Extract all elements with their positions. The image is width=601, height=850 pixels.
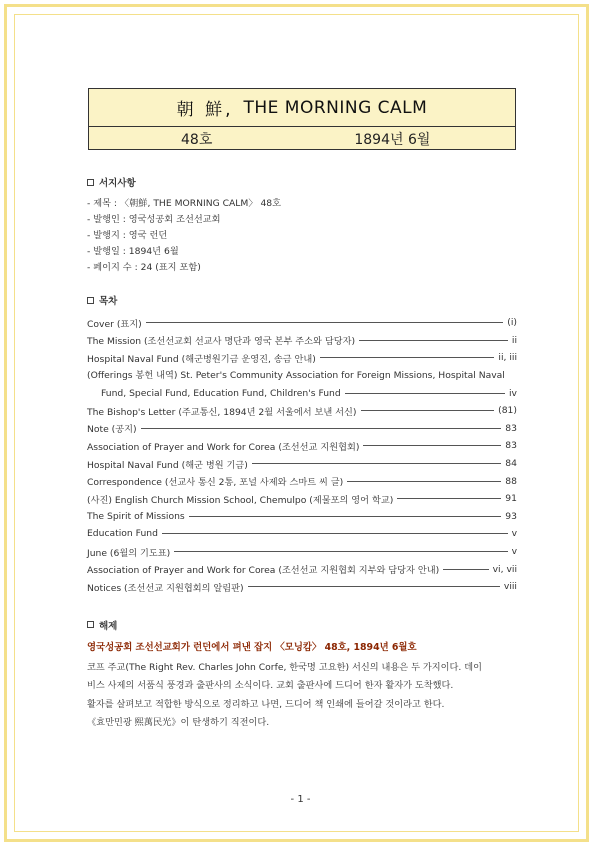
toc-heading — [87, 293, 517, 307]
bibliography-line: - 제목 : 〈朝鮮, THE MORNING CALM〉 48호 — [87, 198, 282, 209]
toc-leader-line — [359, 340, 508, 341]
toc-leader-line — [320, 357, 495, 358]
toc-entry-page: viii — [503, 581, 517, 593]
toc-entry-title: Cover (표지) — [87, 318, 142, 330]
toc-entry — [87, 508, 517, 526]
toc-entry-page: 88 — [505, 475, 517, 487]
toc-leader-line — [141, 428, 502, 429]
bibliography-line: - 페이지 수 : 24 (표지 포함) — [87, 262, 201, 273]
commentary-body — [87, 659, 517, 733]
bibliography-heading-text: 서지사항 — [99, 178, 136, 189]
issue-date: 1894년 6월 — [354, 131, 431, 148]
toc-leader-line — [443, 569, 488, 570]
toc-leader-line — [397, 498, 501, 499]
toc-entry-title: Association of Prayer and Work for Corea (조선선교 지원협회 지부와 담당자 안내) — [87, 565, 440, 577]
toc-entry-title: Hospital Naval Fund (해군 병원 기금) — [87, 459, 248, 471]
toc-entry-page: ii — [511, 334, 517, 346]
toc-entry-title: Fund, Special Fund, Education Fund, Children's Fund — [101, 387, 341, 399]
toc-entry-title: Association of Prayer and Work for Corea (조선선교 지원협회) — [87, 441, 360, 453]
square-bullet-icon — [87, 179, 94, 186]
toc-entry — [87, 560, 517, 578]
toc-entry — [87, 490, 517, 508]
commentary-line: 비스 사제의 서품식 풍경과 출판사의 소식이다. 교회 출판사에 드디어 한자 활자가 도착했다. — [87, 680, 454, 691]
commentary-line: 활자를 살펴보고 적합한 방식으로 정리하고 나면, 드디어 책 인쇄에 들어갈 것이라고 한다. — [87, 698, 445, 710]
toc-entry — [87, 332, 517, 350]
toc-entry-title: Notices (조선선교 지원협회의 알림판) — [87, 582, 244, 594]
toc-entry — [87, 578, 517, 596]
toc-entry — [87, 543, 517, 561]
toc-leader-line — [361, 410, 495, 411]
bibliography-line: - 발행인 : 영국성공회 조선선교회 — [87, 214, 221, 225]
toc-entry-title: June (6월의 기도표) — [87, 547, 171, 559]
toc-entry-page: 83 — [505, 422, 517, 434]
toc-entry — [87, 455, 517, 473]
toc-entry-title: Hospital Naval Fund (해군병원기금 운영진, 송금 안내) — [87, 353, 316, 365]
toc-list — [87, 314, 517, 596]
toc-entry — [87, 349, 517, 367]
toc-entry — [87, 437, 517, 455]
toc-entry: (Offerings 봉헌 내역) St. Peter's Community Association for Foreign Missions, Hospital Naval — [87, 369, 505, 381]
issue-row — [89, 127, 515, 150]
toc-entry-title: (사진) English Church Mission School, Chemulpo (제물포의 영어 학교) — [87, 494, 394, 506]
document-content — [87, 175, 517, 733]
bibliography-list — [87, 196, 517, 276]
toc-leader-line — [162, 533, 508, 534]
toc-entry-page: 93 — [505, 510, 517, 522]
toc-entry-page: ii, iii — [498, 352, 517, 364]
commentary-heading — [87, 618, 517, 632]
page-number: - 1 - — [290, 794, 311, 805]
commentary-title: 영국성공회 조선선교회가 런던에서 펴낸 잡지 〈모닝캄〉 48호, 1894년 6월호 — [87, 641, 417, 653]
bibliography-line: - 발행지 : 영국 런던 — [87, 230, 168, 241]
toc-leader-line — [248, 586, 500, 587]
toc-entry-title: The Spirit of Missions — [87, 510, 185, 522]
toc-entry — [87, 420, 517, 438]
toc-entry-page: (81) — [498, 405, 517, 417]
toc-entry-page: iv — [509, 387, 517, 399]
commentary-heading-text: 해제 — [99, 620, 118, 632]
toc-entry-title: The Bishop's Letter (주교통신, 1894년 2월 서울에서 보낸 서신) — [87, 406, 357, 418]
toc-entry-page: 91 — [505, 493, 517, 505]
commentary-line: 《효만민광 熙萬民光》이 탄생하기 직전이다. — [87, 717, 270, 728]
toc-entry-page: 83 — [505, 440, 517, 452]
english-title: THE MORNING CALM — [243, 97, 428, 118]
toc-entry-title: Education Fund — [87, 528, 158, 540]
toc-entry-page: vi, vii — [492, 563, 517, 575]
toc-entry-page: v — [511, 528, 517, 540]
toc-leader-line — [189, 516, 502, 517]
title-row — [89, 89, 515, 127]
toc-entry-title: Note (공지) — [87, 424, 137, 436]
toc-entry — [87, 402, 517, 420]
toc-entry-title: Correspondence (선교사 통신 2통, 포널 사제와 스마트 씨 글) — [87, 477, 344, 489]
bibliography-heading — [87, 175, 517, 189]
toc-entry — [87, 525, 517, 543]
toc-leader-line — [345, 393, 505, 394]
issue-number: 48호 — [181, 131, 213, 148]
toc-leader-line — [252, 463, 501, 464]
toc-leader-line — [146, 322, 504, 323]
toc-entry — [87, 472, 517, 490]
toc-entry-page: 84 — [505, 458, 517, 470]
toc-leader-line — [363, 445, 501, 446]
toc-entry — [87, 384, 517, 402]
square-bullet-icon — [87, 297, 94, 304]
korean-title: 朝 鮮, — [176, 100, 234, 120]
toc-heading-text: 목차 — [99, 296, 118, 307]
toc-leader-line — [174, 551, 507, 552]
toc-leader-line — [347, 481, 501, 482]
bibliography-line: - 발행일 : 1894년 6월 — [87, 246, 179, 257]
commentary-line: 코프 주교(The Right Rev. Charles John Corfe, 한국명 고요한) 서신의 내용은 두 가지이다. 데이 — [87, 661, 482, 673]
toc-entry — [87, 314, 517, 332]
toc-entry-page: v — [511, 546, 517, 558]
toc-entry-title: The Mission (조선선교회 선교사 명단과 영국 본부 주소와 담당자) — [87, 336, 356, 348]
toc-entry-page: (i) — [507, 317, 517, 329]
title-box — [88, 88, 516, 150]
square-bullet-icon — [87, 621, 94, 628]
